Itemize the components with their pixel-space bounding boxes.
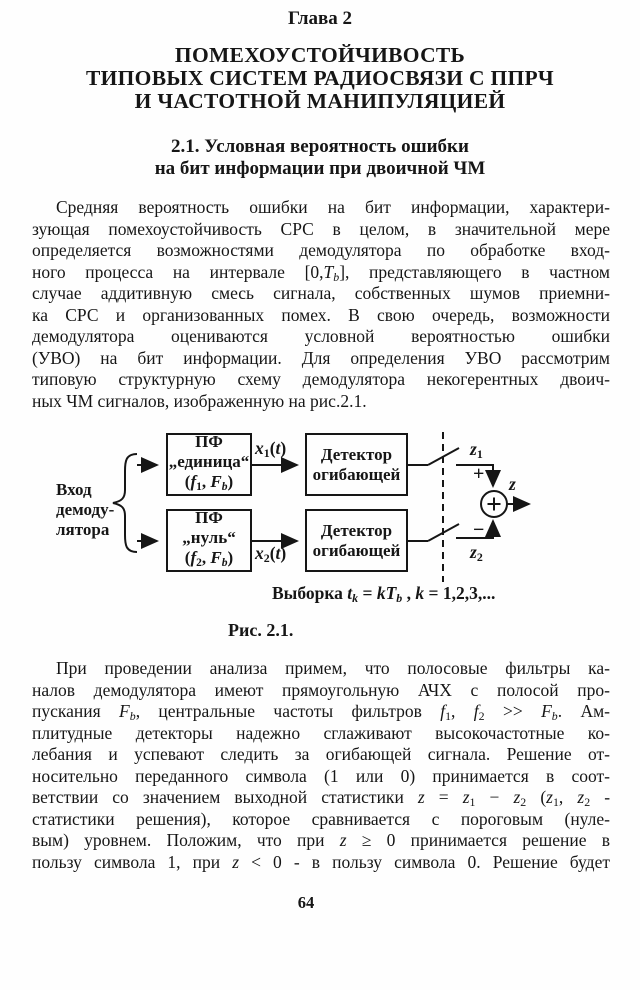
- paragraph-1: Средняя вероятность ошибки на бит информации, характери- зующая помехоустойчивость СРС в целом, в значительной мере определяется возможностями демодулятора по обработке вход- ного процесса на интервале [0,Tb], представляющего в частном случае аддитивную смесь сигнала, собственных шумов приемни- ка СРС и организованных помех. В свою очередь, возможности демодулятора оцениваются условной вероятностью ошибки (УВО) на бит информации. Для определения УВО рассмотрим типовую структурную схему демодулятора некогерентных двоич- ных ЧМ сигналов, изображенную на рис.2.1.: [32, 197, 610, 411]
- input-brace: [113, 454, 137, 552]
- demodulator-input-label: Вход демоду- лятора: [56, 480, 115, 539]
- section-heading-line: на бит информации при двоичной ЧМ: [154, 158, 486, 179]
- section-heading: [0, 136, 640, 180]
- x1-signal-label: x1(t): [255, 438, 287, 460]
- plus-sign: +: [473, 463, 485, 485]
- z2-label: z2: [470, 542, 483, 564]
- bandpass-filter-zero-box: ПФ „нуль“ (f2, Fb): [166, 509, 252, 572]
- page-number: 64: [297, 893, 315, 912]
- z-output-label: z: [509, 474, 516, 494]
- figure-caption: Рис. 2.1.: [228, 620, 294, 640]
- figure-2-1-diagram: [0, 430, 640, 648]
- chapter-heading: Глава 2: [287, 8, 353, 29]
- chapter-title-line: ПОМЕХОУСТОЙЧИВОСТЬ: [174, 43, 466, 67]
- sampling-label: Выборка tk = kTb , k = 1,2,3,...: [272, 583, 496, 605]
- paragraph-2: При проведении анализа примем, что полосовые фильтры ка- налов демодулятора имеют прямоугольную АЧХ с полосой про- пускания Fb, центральные частоты фильтров f1, f2 >> Fb. Ам- плитудные детекторы надежно сглаживают высокочастотные ко- лебания и успевают следить за огибающей сигнала. Решение от- носительно переданного символа (1 или 0) принимается в соот- ветствии со значением выходной статистики z = z1 − z2 (z1, z2 - статистики решения), которое сравнивается с пороговым (нуле- вым) уровнем. Положим, что при z ≥ 0 принимается решение в пользу символа 1, при z < 0 - в пользу символа 0. Решение будет: [32, 658, 611, 872]
- section-heading-line: 2.1. Условная вероятность ошибки: [171, 136, 469, 157]
- z1-label: z1: [470, 439, 483, 461]
- minus-sign: −: [473, 519, 485, 541]
- envelope-detector-top-box: Детектор огибающей: [305, 433, 408, 496]
- chapter-title-line: ТИПОВЫХ СИСТЕМ РАДИОСВЯЗИ С ППРЧ: [85, 66, 555, 90]
- chapter-title: [0, 44, 640, 113]
- x2-signal-label: x2(t): [255, 543, 287, 565]
- envelope-detector-bottom-box: Детектор огибающей: [305, 509, 408, 572]
- bandpass-filter-one-box: ПФ „единица“ (f1, Fb): [166, 433, 252, 496]
- chapter-title-line: И ЧАСТОТНОЙ МАНИПУЛЯЦИЕЙ: [134, 89, 506, 113]
